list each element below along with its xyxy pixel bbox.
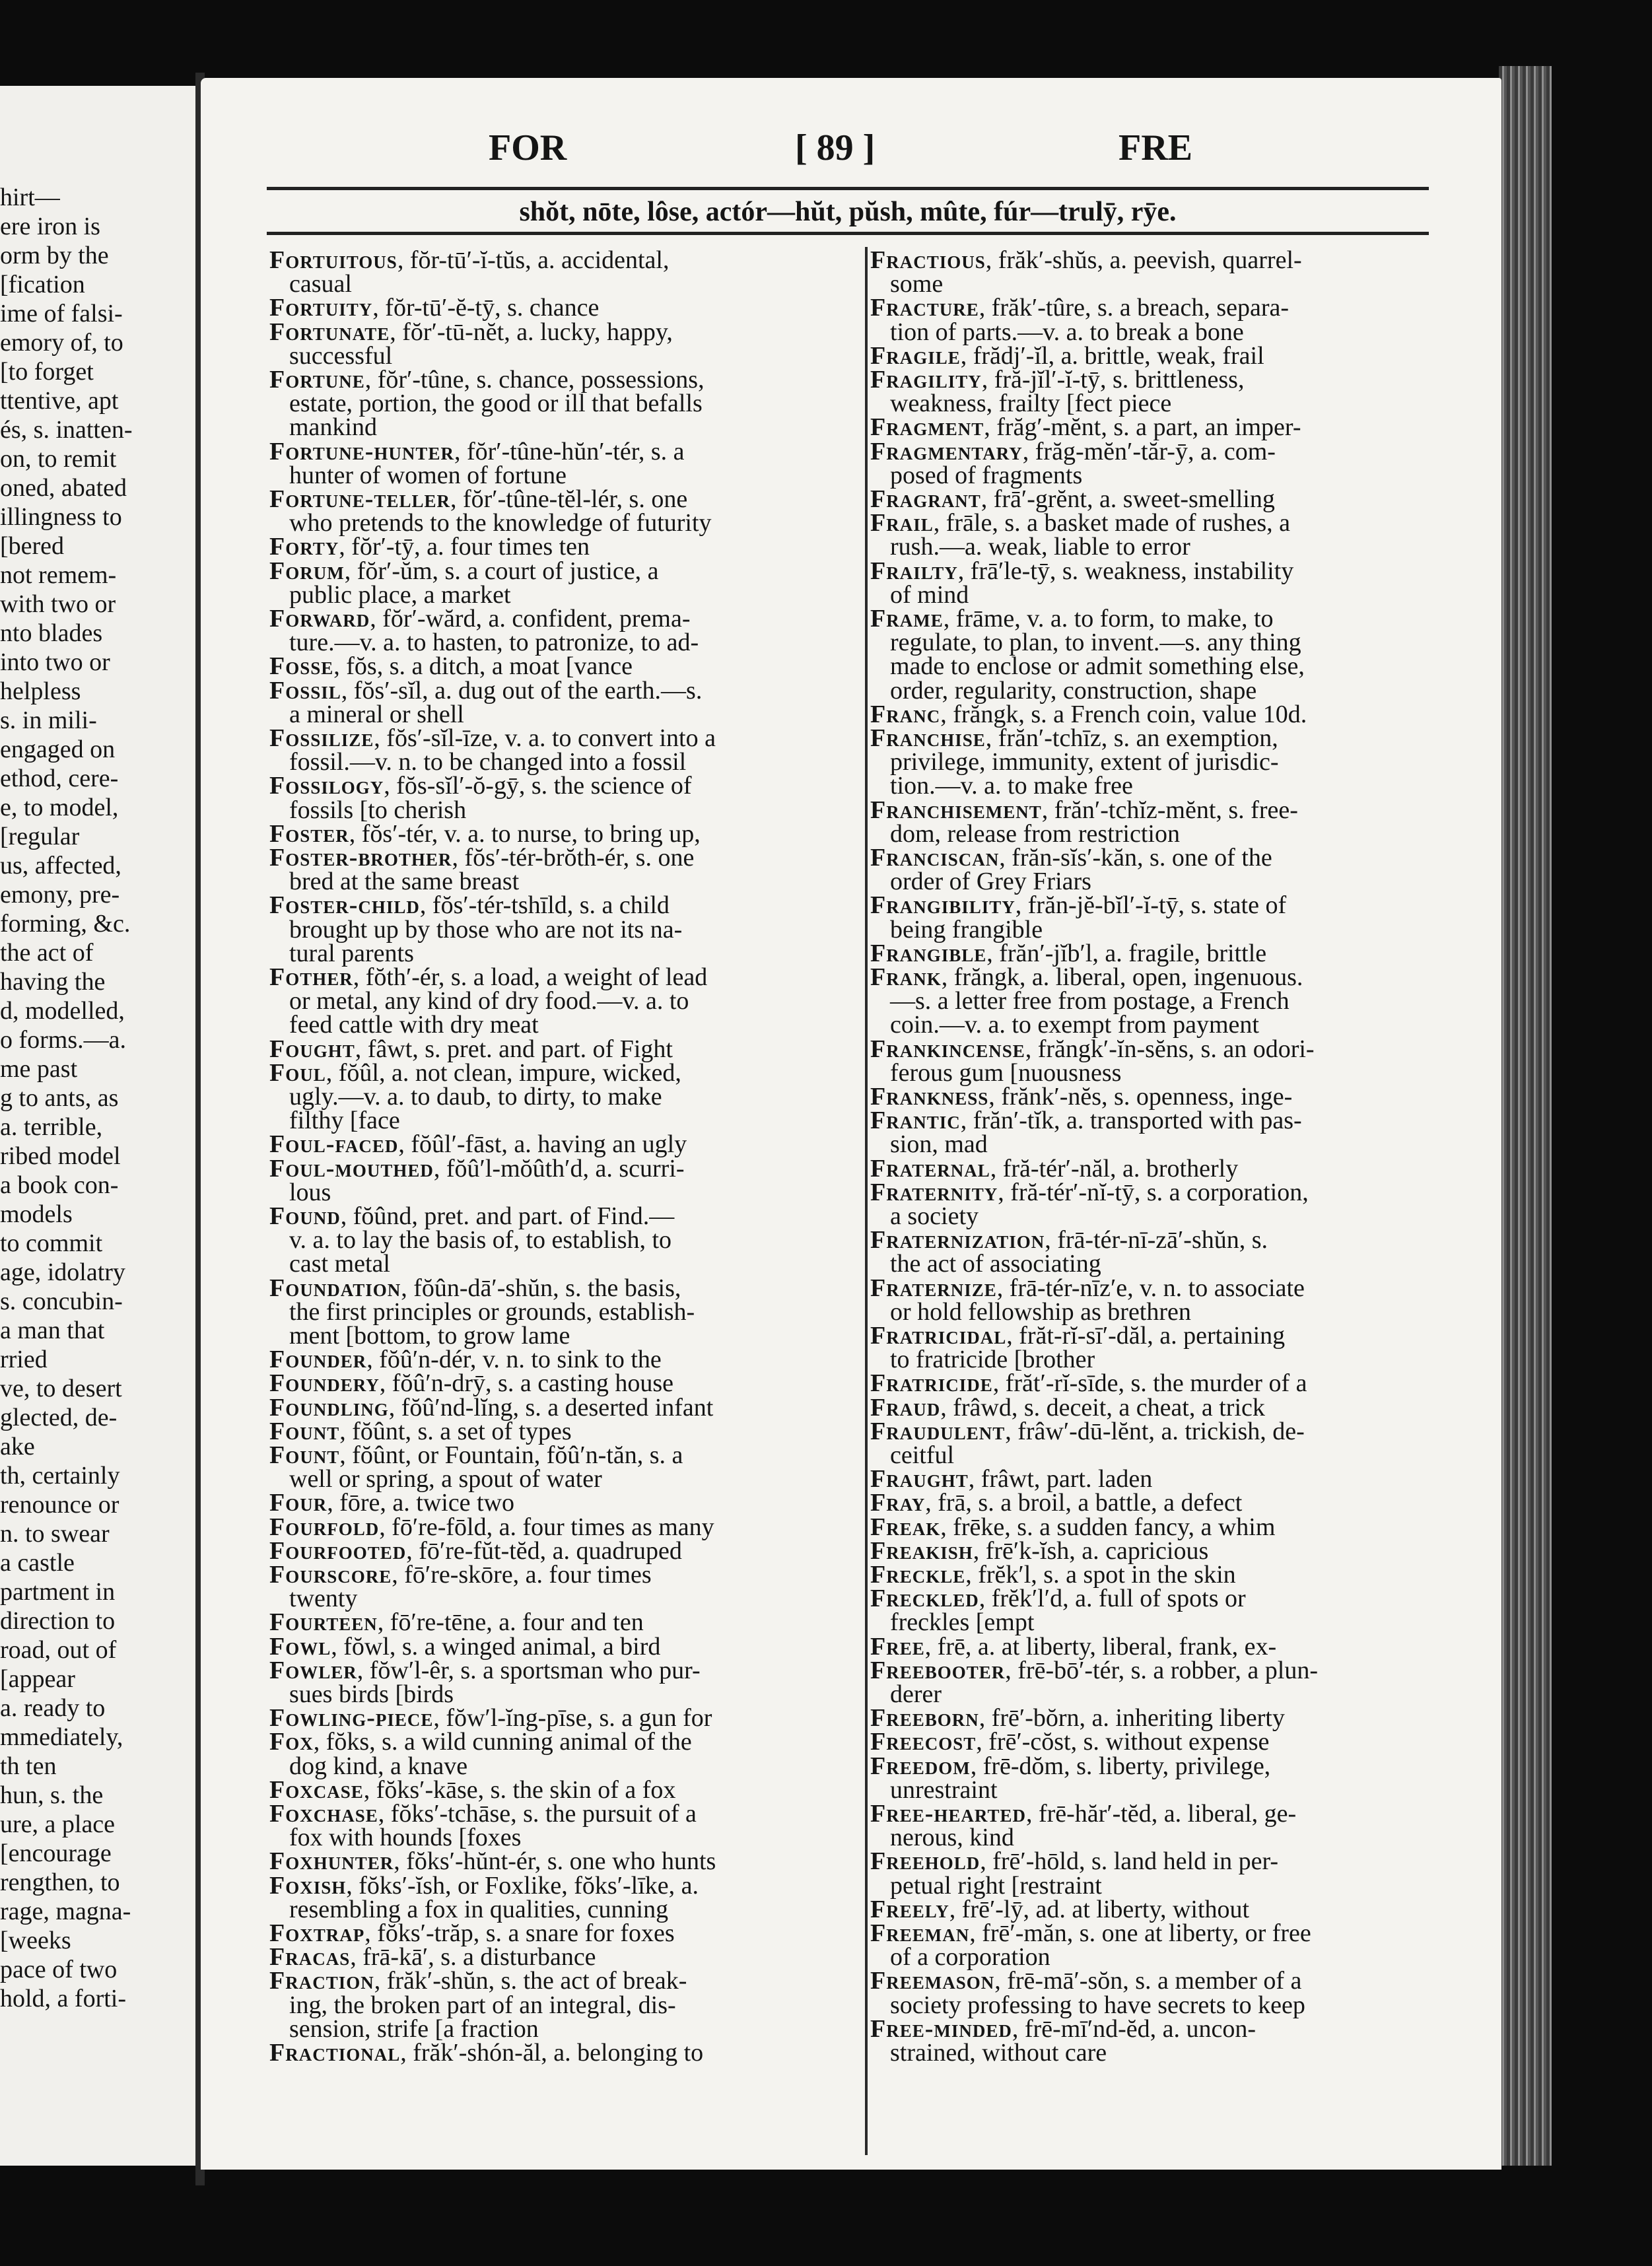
dictionary-line: Freeborn, frē′-bŏrn, a. inheriting liberty [870,1704,1285,1733]
facing-page-line: partment in [0,1578,116,1606]
facing-page-line: ribed model [0,1142,121,1170]
facing-page-line: a. ready to [0,1694,106,1722]
left-guide-word: FOR [489,127,567,168]
dictionary-line: Free, frē, a. at liberty, liberal, frank, ex- [870,1632,1277,1661]
dictionary-line: Frank, frăngk, a. liberal, open, ingenuous. [870,963,1303,991]
dictionary-line: Fowl, fŏwl, s. a winged animal, a bird [269,1632,661,1661]
dictionary-line: Freehold, frē′-hōld, s. land held in per- [870,1847,1279,1876]
dictionary-line: Franciscan, frăn-sĭs′-kăn, s. one of the [870,844,1272,872]
dictionary-line: Fratricidal, frăt-rĭ-sī′-dăl, a. pertaining [870,1322,1286,1350]
facing-page-line: ttentive, apt [0,387,119,415]
facing-page-line: into two or [0,648,110,676]
dictionary-line: Franchisement, frăn′-tchĭz-mĕnt, s. free- [870,796,1298,824]
dictionary-line: being frangible [890,915,1043,944]
dictionary-line: society professing to have secrets to keep [890,1991,1305,2019]
dictionary-line: Foundling, fŏû′nd-lĭng, s. a deserted infant [269,1393,714,1422]
dictionary-line: Fraudulent, frâw′-dū-lĕnt, a. trickish, de- [870,1417,1305,1445]
dictionary-line: Fraction, frăk′-shŭn, s. the act of break- [269,1967,687,1995]
dictionary-line: Fossilize, fŏs′-sĭl-īze, v. a. to convert into a [269,724,716,752]
dictionary-line: Fracas, frā-kā′, s. a disturbance [269,1943,596,1972]
dictionary-line: Frame, frāme, v. a. to form, to make, to [870,605,1274,633]
dictionary-line: tion of parts.—v. a. to break a bone [890,318,1244,346]
facing-page-line: o forms.—a. [0,1026,127,1054]
facing-page-line: s. in mili- [0,706,97,734]
facing-page-line: with two or [0,590,116,618]
facing-page-line: ake [0,1433,35,1460]
dictionary-line: Founder, fŏû′n-dér, v. n. to sink to the [269,1346,662,1374]
dictionary-line: Fourteen, fō′re-tēne, a. four and ten [269,1608,644,1637]
dictionary-line: ment [bottom, to grow lame [289,1322,570,1350]
dictionary-line: Fraternization, frā-tér-nī-zā′-shŭn, s. [870,1226,1268,1254]
facing-page-line: a. terrible, [0,1113,103,1141]
dictionary-line: Free-hearted, frē-hăr′-tĕd, a. liberal, ge- [870,1800,1297,1828]
facing-page-line: [regular [0,823,80,850]
facing-page-line: illingness to [0,503,122,531]
dictionary-line: sension, strife [a fraction [289,2014,539,2043]
facing-page-line: e, to model, [0,794,119,821]
dictionary-line: fossil.—v. n. to be changed into a fossil [289,748,687,776]
dictionary-line: coin.—v. a. to exempt from payment [890,1011,1259,1039]
dictionary-line: who pretends to the knowledge of futurity [289,509,712,537]
facing-page-line: rried [0,1346,48,1373]
dictionary-line: Forward, fŏr′-wărd, a. confident, prema- [269,605,691,633]
dictionary-line: Fratricide, frăt′-rĭ-sīde, s. the murder of a [870,1369,1307,1398]
facing-page-line: models [0,1200,73,1228]
facing-page-line: [appear [0,1665,75,1693]
dictionary-line: Frankness, frănk′-nĕs, s. openness, inge- [870,1083,1293,1111]
dictionary-line: Fortune-hunter, fŏr′-tûne-hŭn′-tér, s. a [269,437,685,465]
dictionary-line: v. a. to lay the basis of, to establish, to [289,1226,672,1254]
dictionary-line: fossils [to cherish [289,796,467,824]
dictionary-line: bred at the same breast [289,868,520,896]
dictionary-line: order of Grey Friars [890,868,1091,896]
dictionary-line: Fowling-piece, fŏw′l-ĭng-pīse, s. a gun for [269,1704,712,1733]
facing-page-line: the act of [0,939,94,967]
dictionary-line: —s. a letter free from postage, a French [890,987,1290,1015]
dictionary-line: Freedom, frē-dŏm, s. liberty, privilege, [870,1752,1271,1780]
dictionary-line: to fratricide [brother [890,1346,1095,1374]
dictionary-line: dog kind, a knave [289,1752,468,1780]
dictionary-line: Frantic, frăn′-tĭk, a. transported with pas- [870,1107,1302,1135]
dictionary-line: freckles [empt [890,1608,1035,1637]
facing-page-line: a man that [0,1317,105,1344]
facing-page-line: [fication [0,271,85,298]
facing-page-line: hun, s. the [0,1781,104,1809]
dictionary-line: Fortune-teller, fŏr′-tûne-tĕl-lér, s. one [269,485,688,513]
dictionary-line: lous [289,1178,331,1206]
facing-page-line: ve, to desert [0,1375,122,1402]
key-rule [267,232,1429,235]
dictionary-line: Foxchase, fŏks′-tchāse, s. the pursuit of a [269,1800,697,1828]
dictionary-line: Fractious, frăk′-shŭs, a. peevish, quarrel- [870,246,1302,274]
dictionary-line: twenty [289,1585,358,1613]
facing-page-line: emory of, to [0,329,123,357]
dictionary-line: Fracture, frăk′-tûre, s. a breach, separa- [870,294,1290,322]
dictionary-line: Four, fōre, a. twice two [269,1489,515,1517]
dictionary-line: sion, mad [890,1130,988,1159]
dictionary-line: Fourfold, fō′re-fōld, a. four times as many [269,1513,714,1541]
facing-page-line: s. concubin- [0,1288,123,1315]
dictionary-line: Franchise, frăn′-tchīz, s. an exemption, [870,724,1278,752]
dictionary-line: made to enclose or admit something else, [890,652,1305,681]
dictionary-line: fox with hounds [foxes [289,1824,522,1852]
facing-page-line: d, modelled, [0,997,125,1025]
facing-page-line: pace of two [0,1956,118,1983]
facing-page-line: us, affected, [0,852,121,879]
facing-page-line: emony, pre- [0,881,120,909]
dictionary-line: or metal, any kind of dry food.—v. a. to [289,987,689,1015]
dictionary-line: nerous, kind [890,1824,1014,1852]
dictionary-line: Freakish, frē′k-ĭsh, a. capricious [870,1536,1209,1565]
dictionary-line: petual right [restraint [890,1871,1102,1900]
dictionary-line: a society [890,1202,979,1230]
dictionary-line: a mineral or shell [289,700,464,728]
dictionary-line: Fossilogy, fŏs-sĭl′-ŏ-gȳ, s. the science of [269,772,692,800]
dictionary-line: Freely, frē′-lȳ, ad. at liberty, without [870,1895,1250,1923]
dictionary-line: the first principles or grounds, establish- [289,1297,695,1326]
facing-page-line: on, to remit [0,445,117,473]
dictionary-line: Fraught, frâwt, part. laden [870,1465,1153,1494]
dictionary-line: Foxcase, fŏks′-kāse, s. the skin of a fox [269,1775,676,1804]
dictionary-line: hunter of women of fortune [289,461,567,489]
dictionary-line: feed cattle with dry meat [289,1011,539,1039]
facing-page-line: direction to [0,1607,116,1635]
facing-page-line: ure, a place [0,1810,116,1838]
dictionary-line: Foundery, fŏû′n-drȳ, s. a casting house [269,1369,673,1398]
dictionary-line: Fount, fŏûnt, s. a set of types [269,1417,572,1445]
facing-page-line: engaged on [0,736,116,763]
dictionary-line: Fowler, fŏw′l-êr, s. a sportsman who pur- [269,1656,701,1684]
facing-page-line: rage, magna- [0,1898,131,1925]
facing-page-line: ere iron is [0,213,100,240]
dictionary-line: resembling a fox in qualities, cunning [289,1895,669,1923]
dictionary-line: sues birds [birds [289,1680,454,1708]
facing-page-line: ime of falsi- [0,300,123,327]
facing-page-line: és, s. inatten- [0,416,133,444]
facing-page-line: mmediately, [0,1723,123,1751]
dictionary-line: Fortuity, fŏr-tū′-ĕ-tȳ, s. chance [269,294,600,322]
dictionary-line: Fosse, fŏs, s. a ditch, a moat [vance [269,652,633,681]
dictionary-line: Foxhunter, fŏks′-hŭnt-ér, s. one who hunts [269,1847,716,1876]
dictionary-line: tion.—v. a. to make free [890,772,1133,800]
dictionary-line: Fount, fŏûnt, or Fountain, fŏû′n-tăn, s. a [269,1441,683,1469]
dictionary-line: Frail, frāle, s. a basket made of rushes, a [870,509,1290,537]
dictionary-line: ugly.—v. a. to daub, to dirty, to make [289,1083,662,1111]
facing-page-line: road, out of [0,1636,117,1664]
facing-page-line: ethod, cere- [0,765,119,792]
dictionary-line: mankind [289,413,377,442]
facing-page-line: to commit [0,1229,103,1257]
dictionary-line: Fossil, fŏs′-sĭl, a. dug out of the earth.—s. [269,676,703,704]
dictionary-line: privilege, immunity, extent of jurisdic- [890,748,1279,776]
facing-page-line: nto blades [0,619,103,647]
dictionary-line: Frangibility, frăn-jĕ-bĭl′-ĭ-tȳ, s. state of [870,891,1287,920]
dictionary-line: successful [289,341,393,370]
facing-page-line: a book con- [0,1171,119,1199]
dictionary-line: Fragility, fră-jĭl′-ĭ-tȳ, s. brittleness, [870,366,1245,394]
dictionary-line: Fother, fŏth′-ér, s. a load, a weight of lead [269,963,708,991]
dictionary-line: some [890,270,944,298]
facing-page-line: not remem- [0,561,117,589]
dictionary-line: Freak, frēke, s. a sudden fancy, a whim [870,1513,1276,1541]
dictionary-line: Fray, frā, s. a broil, a battle, a defect [870,1489,1243,1517]
dictionary-line: cast metal [289,1250,390,1278]
dictionary-line: or hold fellowship as brethren [890,1297,1191,1326]
dictionary-line: Freemason, frē-mā′-sŏn, s. a member of a [870,1967,1302,1995]
dictionary-line: Fragile, frădj′-ĭl, a. brittle, weak, frail [870,341,1264,370]
dictionary-line: Fraternal, fră-tér′-năl, a. brotherly [870,1154,1239,1183]
dictionary-line: Frankincense, frăngk′-ĭn-sĕns, s. an odori- [870,1035,1315,1063]
facing-page-line: g to ants, as [0,1084,119,1112]
dictionary-line: Freckle, frĕk′l, s. a spot in the skin [870,1561,1236,1589]
facing-page-line: me past [0,1055,78,1083]
facing-page-line: rengthen, to [0,1869,120,1896]
dictionary-page [201,78,1501,2170]
facing-page-line: th, certainly [0,1462,120,1490]
dictionary-line: dom, release from restriction [890,819,1180,848]
dictionary-line: Frailty, frā′le-tȳ, s. weakness, instability [870,557,1294,585]
dictionary-line: rush.—a. weak, liable to error [890,533,1190,561]
right-guide-word: FRE [1119,127,1192,168]
dictionary-line: Foster-child, fŏs′-tér-tshīld, s. a child [269,891,670,920]
facing-page-line: [to forget [0,358,94,386]
dictionary-line: Freecost, frē′-cŏst, s. without expense [870,1728,1270,1756]
facing-page-line: hold, a forti- [0,1985,127,2012]
pronunciation-key: shŏt, nōte, lôse, actór—hŭt, pŭsh, mûte, fúr—trulȳ, rȳe. [519,197,1177,227]
dictionary-line: posed of fragments [890,461,1083,489]
facing-page-line: renounce or [0,1491,120,1519]
dictionary-line: Foul-faced, fŏûl′-fāst, a. having an ugly [269,1130,687,1159]
facing-page-line: n. to swear [0,1520,110,1548]
dictionary-line: brought up by those who are not its na- [289,915,683,944]
dictionary-line: public place, a market [289,580,511,609]
book-page-edges [1499,66,1552,2166]
dictionary-line: Fractional, frăk′-shón-ăl, a. belonging to [269,2039,704,2067]
dictionary-line: Freckled, frĕk′l′d, a. full of spots or [870,1585,1246,1613]
dictionary-line: regulate, to plan, to invent.—s. any thing [890,629,1301,657]
dictionary-line: Frangible, frăn′-jĭb′l, a. fragile, brittle [870,939,1267,967]
dictionary-line: Foundation, fŏûn-dā′-shŭn, s. the basis, [269,1274,681,1302]
dictionary-line: Foxish, fŏks′-ĭsh, or Foxlike, fŏks′-līke, a. [269,1871,699,1900]
dictionary-line: Fortuitous, fŏr-tū′-ĭ-tŭs, a. accidental, [269,246,670,274]
dictionary-line: ferous gum [nuousness [890,1058,1122,1087]
dictionary-line: Foster-brother, fŏs′-tér-brŏth-ér, s. one [269,844,695,872]
dictionary-line: estate, portion, the good or ill that befalls [289,390,703,418]
dictionary-line: ceitful [890,1441,955,1469]
facing-page-fragment [0,86,198,2166]
facing-page-line: a castle [0,1549,75,1577]
dictionary-line: Fortunate, fŏr′-tū-nĕt, a. lucky, happy, [269,318,673,346]
facing-page-line: [bered [0,532,65,560]
facing-page-line: th ten [0,1752,57,1780]
dictionary-line: the act of associating [890,1250,1101,1278]
dictionary-line: Foul, fŏûl, a. not clean, impure, wicked, [269,1058,681,1087]
page-number: [ 89 ] [795,127,876,168]
facing-page-line: forming, &c. [0,910,131,938]
dictionary-line: Fourscore, fō′re-skōre, a. four times [269,1561,652,1589]
dictionary-line: Forum, fŏr′-ŭm, s. a court of justice, a [269,557,659,585]
dictionary-line: Forty, fŏr′-tȳ, a. four times ten [269,533,590,561]
facing-page-line: oned, abated [0,474,127,502]
dictionary-line: of a corporation [890,1943,1050,1972]
dictionary-line: casual [289,270,352,298]
facing-page-line: age, idolatry [0,1258,125,1286]
dictionary-line: Found, fŏûnd, pret. and part. of Find.— [269,1202,675,1230]
facing-page-line: glected, de- [0,1404,118,1431]
dictionary-line: Fraud, frâwd, s. deceit, a cheat, a trick [870,1393,1265,1422]
dictionary-line: Fought, fâwt, s. pret. and part. of Fight [269,1035,673,1063]
dictionary-line: Freebooter, frē-bō′-tér, s. a robber, a plun- [870,1656,1319,1684]
dictionary-line: Free-minded, frē-mī′nd-ĕd, a. uncon- [870,2014,1256,2043]
dictionary-line: derer [890,1680,942,1708]
facing-page-line: helpless [0,677,81,705]
dictionary-line: Foxtrap, fŏks′-trăp, s. a snare for foxes [269,1919,675,1947]
dictionary-line: Fraternity, fră-tér′-nĭ-tȳ, s. a corporation, [870,1178,1309,1206]
header-rule [267,187,1429,190]
dictionary-line: ing, the broken part of an integral, dis- [289,1991,676,2019]
facing-page-line: having the [0,968,106,996]
facing-page-line: orm by the [0,242,109,269]
column-divider [865,247,868,2155]
dictionary-line: strained, without care [890,2039,1107,2067]
dictionary-line: Fox, fŏks, s. a wild cunning animal of the [269,1728,692,1756]
dictionary-line: Franc, frăngk, s. a French coin, value 10d. [870,700,1307,728]
dictionary-line: Fragrant, frā′-grĕnt, a. sweet-smelling [870,485,1275,513]
dictionary-line: well or spring, a spout of water [289,1465,602,1494]
dictionary-line: weakness, frailty [fect piece [890,390,1172,418]
dictionary-line: Fourfooted, fō′re-fŭt-tĕd, a. quadruped [269,1536,682,1565]
facing-page-line: [encourage [0,1839,112,1867]
dictionary-line: order, regularity, construction, shape [890,676,1257,704]
dictionary-line: filthy [face [289,1107,400,1135]
dictionary-line: Foster, fŏs′-tér, v. a. to nurse, to bring up, [269,819,701,848]
dictionary-line: Fragment, frăg′-mĕnt, s. a part, an imper- [870,413,1301,442]
dictionary-line: of mind [890,580,969,609]
dictionary-line: tural parents [289,939,414,967]
facing-page-line: hirt— [0,184,60,211]
dictionary-line: unrestraint [890,1775,998,1804]
dictionary-line: Fragmentary, frăg-mĕn′-tăr-ȳ, a. com- [870,437,1276,465]
dictionary-line: Freeman, frē′-măn, s. one at liberty, or free [870,1919,1311,1947]
dictionary-line: ture.—v. a. to hasten, to patronize, to ad- [289,629,699,657]
dictionary-line: Fortune, fŏr′-tûne, s. chance, possessions, [269,366,705,394]
facing-page-line: [weeks [0,1927,71,1954]
dictionary-line: Foul-mouthed, fŏû′l-mŏûth′d, a. scurri- [269,1154,685,1183]
dictionary-line: Fraternize, frā-tér-nīz′e, v. n. to associate [870,1274,1305,1302]
